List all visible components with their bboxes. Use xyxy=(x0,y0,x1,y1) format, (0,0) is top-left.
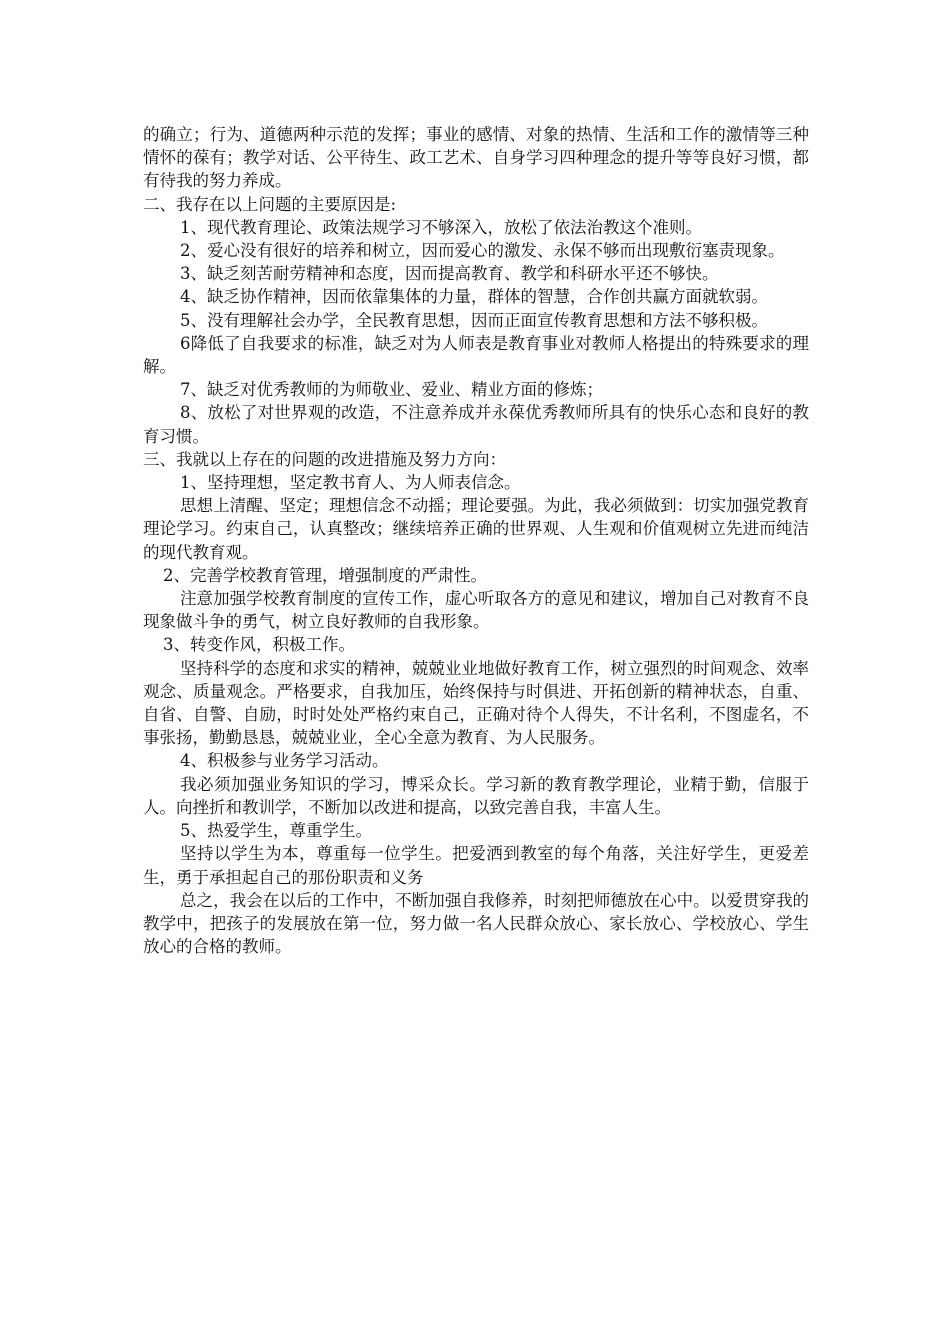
paragraph: 坚持科学的态度和求实的精神，兢兢业业地做好教育工作，树立强烈的时间观念、效率观念、质量观念。严格要求，自我加压，始终保持与时俱进、开拓创新的精神状态，自重、自省、自警、自励，时时处处严格约束自己，正确对待个人得失，不计名利，不图虚名，不事张扬，勤勤恳恳，兢兢业业，全心全意为教育、为人民服务。 xyxy=(143,658,809,748)
subheading: 5、热爱学生，尊重学生。 xyxy=(180,821,372,841)
subheading: 3、转变作风，积极工作。 xyxy=(163,635,355,655)
section-heading: 三、我就以上存在的问题的改进措施及努力方向： xyxy=(143,449,506,469)
paragraph: 坚持以学生为本，尊重每一位学生。把爱洒到教室的每个角落，关注好学生，更爱差生，勇于承担起自己的那份职责和义务 xyxy=(143,844,809,887)
paragraph: 我必须加强业务知识的学习，博采众长。学习新的教育教学理论，业精于勤，信服于人。向挫折和教训学，不断加以改进和提高，以致完善自我，丰富人生。 xyxy=(143,774,809,817)
list-item: 5、没有理解社会办学，全民教育思想，因而正面宣传教育思想和方法不够积极。 xyxy=(180,310,768,330)
list-item: 2、爱心没有很好的培养和树立，因而爱心的激发、永保不够而出现敷衍塞责现象。 xyxy=(180,241,785,261)
list-item: 8、放松了对世界观的改造，不注意养成并永葆优秀教师所具有的快乐心态和良好的教育习惯。 xyxy=(143,403,809,446)
document-body xyxy=(143,123,809,958)
subheading: 2、完善学校教育管理，增强制度的严肃性。 xyxy=(163,565,487,585)
conclusion-paragraph: 总之，我会在以后的工作中，不断加强自我修养，时刻把师德放在心中。以爱贯穿我的教学中，把孩子的发展放在第一位，努力做一名人民群众放心、家长放心、学校放心、学生放心的合格的教师。 xyxy=(143,890,809,957)
list-item: 3、缺乏刻苦耐劳精神和态度，因而提高教育、教学和科研水平还不够快。 xyxy=(180,264,719,284)
list-item: 6降低了自我要求的标准，缺乏对为人师表是教育事业对教师人格提出的特殊要求的理解。 xyxy=(143,333,809,377)
list-item: 4、缺乏协作精神，因而依靠集体的力量，群体的智慧，合作创共赢方面就软弱。 xyxy=(180,287,768,307)
list-item: 1、现代教育理论、政策法规学习不够深入，放松了依法治教这个准则。 xyxy=(180,217,702,237)
list-item: 7、缺乏对优秀教师的为师敬业、爱业、精业方面的修炼； xyxy=(180,380,603,400)
subheading: 4、积极参与业务学习活动。 xyxy=(180,751,389,771)
paragraph: 思想上清醒、坚定；理想信念不动摇；理论要强。为此，我必须做到：切实加强党教育理论学习。约束自己，认真整改；继续培养正确的世界观、人生观和价值观树立先进而纯洁的现代教育观。 xyxy=(143,496,809,562)
paragraph: 的确立；行为、道德两种示范的发挥；事业的感情、对象的热情、生活和工作的激情等三种情怀的葆有；教学对话、公平待生、政工艺术、自身学习四种理念的提升等等良好习惯，都有待我的努力养成。 xyxy=(143,125,809,191)
paragraph: 注意加强学校教育制度的宣传工作，虚心听取各方的意见和建议，增加自己对教育不良现象做斗争的勇气，树立良好教师的自我形象。 xyxy=(143,589,809,632)
section-heading: 二、我存在以上问题的主要原因是: xyxy=(143,194,397,214)
subheading: 1、坚持理想，坚定教书育人、为人师表信念。 xyxy=(180,473,521,493)
